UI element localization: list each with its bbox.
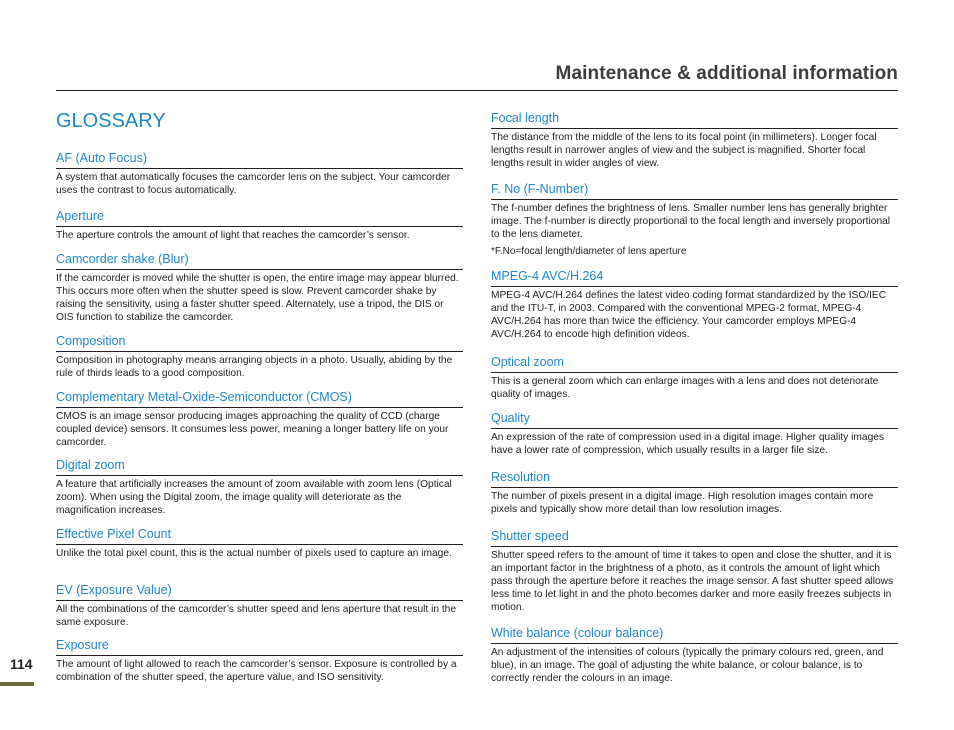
glossary-term: Quality <box>491 411 898 429</box>
glossary-definition: If the camcorder is moved while the shutter is open, the entire image may appear blurred. This occurs more often when the shutter speed is slow. Prevent camcorder shake by raising the sensitivity, using a faster shutter speed. Alternately, use a tripod, the DIS or OIS function to stabilize the camcorder. <box>56 273 459 323</box>
glossary-entry-shutter-speed <box>491 529 898 614</box>
glossary-entry-af <box>56 151 463 197</box>
glossary-definition: The number of pixels present in a digital image. High resolution images contain more pixels and typically show more detail than low resolution images. <box>491 491 874 515</box>
page-title: GLOSSARY <box>56 110 166 132</box>
glossary-term: Resolution <box>491 470 898 488</box>
glossary-entry-resolution <box>491 470 898 516</box>
glossary-definition: MPEG-4 AVC/H.264 defines the latest video coding format standardized by the ISO/IEC and the ITU-T, in 2003. Compared with the conventional MPEG-2 format, MPEG-4 AVC/H.264 has more than twice the efficiency. Your camcorder employs MPEG-4 AVC/H.264 to encode high definition videos. <box>491 290 887 340</box>
glossary-term: Aperture <box>56 209 463 227</box>
glossary-entry-focal-length <box>491 111 898 170</box>
glossary-term: Camcorder shake (Blur) <box>56 252 463 270</box>
glossary-entry-effective-pixel-count <box>56 527 463 560</box>
glossary-term: Exposure <box>56 638 463 656</box>
glossary-definition: The amount of light allowed to reach the camcorder’s sensor. Exposure is controlled by a combination of the shutter speed, the aperture value, and ISO sensitivity. <box>56 659 457 683</box>
glossary-definition: The f-number defines the brightness of lens. Smaller number lens has generally brighter image. The f-number is directly proportional to the focal length and inversely proportional to the lens diameter. <box>491 203 891 240</box>
glossary-term: Digital zoom <box>56 458 463 476</box>
glossary-definition: A system that automatically focuses the camcorder lens on the subject. Your camcorder uses the contrast to focus automatically. <box>56 172 451 196</box>
glossary-term: Composition <box>56 334 463 352</box>
glossary-entry-composition <box>56 334 463 380</box>
glossary-definition: Composition in photography means arranging objects in a photo. Usually, abiding by the rule of thirds leads to a good composition. <box>56 355 453 379</box>
glossary-definition: This is a general zoom which can enlarge images with a lens and does not deteriorate quality of images. <box>491 376 879 400</box>
glossary-term: Shutter speed <box>491 529 898 547</box>
glossary-entry-camcorder-shake <box>56 252 463 324</box>
glossary-term: AF (Auto Focus) <box>56 151 463 169</box>
glossary-definition: The distance from the middle of the lens to its focal point (in millimeters). Longer focal lengths result in narrower angles of view and the subject is magnified. Shorter focal lengths result in wider angles of view. <box>491 132 877 169</box>
glossary-term: White balance (colour balance) <box>491 626 898 644</box>
glossary-term: MPEG-4 AVC/H.264 <box>491 269 898 287</box>
glossary-definition: All the combinations of the camcorder’s shutter speed and lens aperture that result in the same exposure. <box>56 604 456 628</box>
glossary-term: Optical zoom <box>491 355 898 373</box>
section-title: Maintenance & additional information <box>555 63 898 84</box>
header-divider <box>56 90 898 91</box>
glossary-note: *F.No=focal length/diameter of lens aperture <box>491 246 687 257</box>
glossary-entry-cmos <box>56 390 463 449</box>
glossary-entry-aperture <box>56 209 463 242</box>
glossary-term: Complementary Metal-Oxide-Semiconductor (CMOS) <box>56 390 463 408</box>
glossary-entry-ev <box>56 583 463 629</box>
glossary-term: Focal length <box>491 111 898 129</box>
glossary-entry-digital-zoom <box>56 458 463 517</box>
glossary-entry-quality <box>491 411 898 457</box>
glossary-entry-white-balance <box>491 626 898 685</box>
glossary-entry-f-number <box>491 182 898 258</box>
glossary-term: Effective Pixel Count <box>56 527 463 545</box>
glossary-entry-optical-zoom <box>491 355 898 401</box>
glossary-definition: Unlike the total pixel count, this is the actual number of pixels used to capture an image. <box>56 548 452 559</box>
glossary-definition: The aperture controls the amount of light that reaches the camcorder’s sensor. <box>56 230 410 241</box>
page-number-bar <box>0 682 34 686</box>
glossary-entry-exposure <box>56 638 463 684</box>
page-number: 114 <box>10 656 33 672</box>
glossary-entry-mpeg4 <box>491 269 898 341</box>
glossary-definition: CMOS is an image sensor producing images approaching the quality of CCD (charge coupled device) sensors. It consumes less power, meaning a longer battery life on your camcorder. <box>56 411 449 448</box>
glossary-definition: An adjustment of the intensities of colours (typically the primary colours red, green, and blue), in an image. The goal of adjusting the white balance, or colour balance, is to correctly render the colours in an image. <box>491 647 884 684</box>
glossary-term: EV (Exposure Value) <box>56 583 463 601</box>
glossary-definition: A feature that artificially increases the amount of zoom available with zoom lens (Optical zoom). When using the Digital zoom, the image quality will deteriorate as the magnification increases. <box>56 479 452 516</box>
glossary-definition: Shutter speed refers to the amount of time it takes to open and close the shutter, and it is an important factor in the brightness of a photo, as it controls the amount of light which pass through the aperture before it reaches the image sensor. A fast shutter speed allows less time to let light in and the photo becomes darker and more easily freezes subjects in motion. <box>491 550 894 613</box>
glossary-term: F. No (F-Number) <box>491 182 898 200</box>
glossary-definition: An expression of the rate of compression used in a digital image. Higher quality images have a lower rate of compression, which usually results in a larger file size. <box>491 432 884 456</box>
